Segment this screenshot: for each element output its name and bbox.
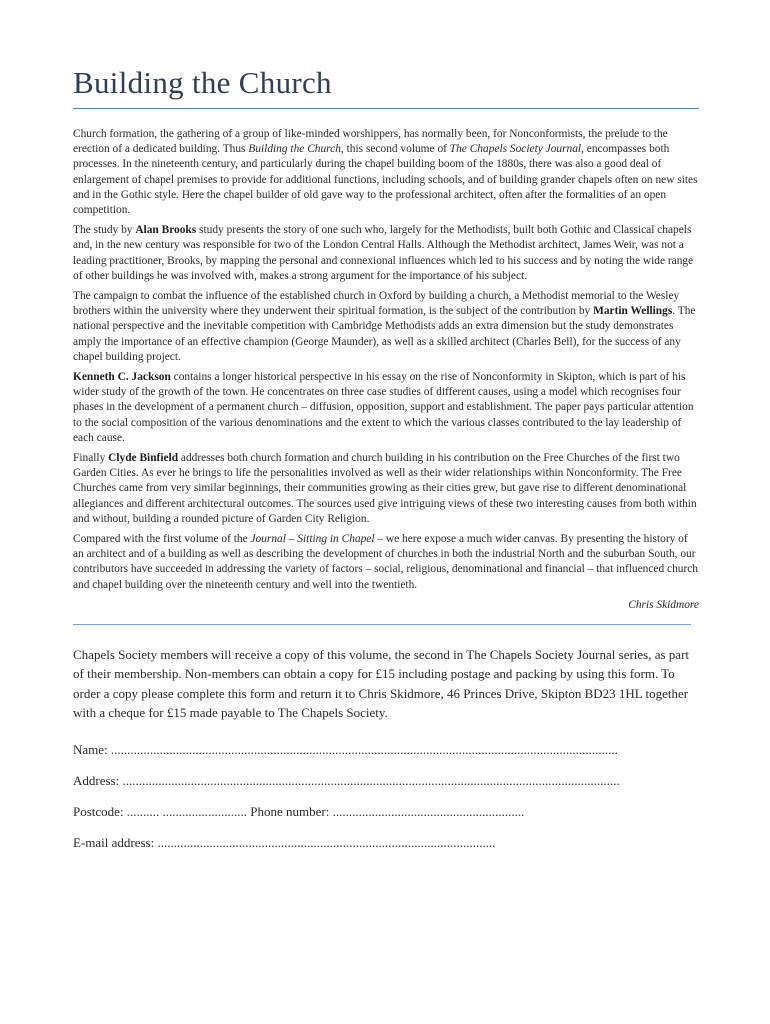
text-run: Church formation, the gathering of a group of like-minded worshippers, has normally been, for Nonconformists, the prelude to the erection of a dedicated building. Thus xyxy=(73,128,668,156)
wellings-paragraph xyxy=(73,289,699,365)
text-run: The campaign to combat the influence of the established church in Oxford by building a church, a Methodist memorial to the Wesley brothers within the university where they underwent their spiritual formation, is the subject of the contribution by xyxy=(73,290,680,318)
author-name: Alan Brooks xyxy=(135,224,197,237)
text-run: Compared with the first volume of the xyxy=(73,533,251,546)
journal-title: Journal – Sitting in Chapel xyxy=(250,533,375,546)
text-run: – we here expose a much wider canvas. By presenting the history of an architect and of a building as well as describing the development of churches in both the industrial North and the suburban South, our contributors have succeeded in addressing the variety of factors – social, religious, denominational and financial – that influenced church and chapel building over the nineteenth century and well into the twentieth. xyxy=(73,533,699,591)
address-field[interactable]: Address: ......................................................................................................................................................... xyxy=(73,772,620,788)
text-run: this second volume of xyxy=(343,143,450,156)
jackson-paragraph xyxy=(73,370,699,446)
email-field[interactable]: E-mail address: ........................................................................................................ xyxy=(73,834,496,850)
postcode-phone-field[interactable]: Postcode: .......... .......................... Phone number: ........................................................... xyxy=(73,803,525,819)
text-run: study presents the story of one such who, largely for the Methodists, built both Gothic and Classical chapels and, in the new century was responsible for two of the London Central Halls. Although the Methodist architect, James Weir, was not a leading practitioner, Brooks, by mapping the personal and connexional influences which led to his success and by noting the wide range of other buildings he was involved with, makes a strong argument for the importance of his subject. xyxy=(73,224,694,282)
section-divider xyxy=(73,624,691,625)
binfield-paragraph xyxy=(73,451,699,527)
page-title: Building the Church xyxy=(73,65,332,100)
text-run: contains a longer historical perspective in his essay on the rise of Nonconformity in Skipton, which is part of his wider study of the growth of the town. He concentrates on three case studies of different causes, using a model which recognises four phases in the development of a permanent church – diffusion, opposition, support and establishment. The paper pays particular attention to the social composition of the various denominations and the extent to which the various classes contributed to the lay leadership of each cause. xyxy=(73,371,694,444)
intro-paragraph xyxy=(73,127,699,218)
text-run: Finally xyxy=(73,452,109,465)
journal-title: The Chapels Society Journal, xyxy=(449,143,584,156)
author-name: Clyde Binfield xyxy=(108,452,179,465)
name-field[interactable]: Name: ............................................................................................................................................................ xyxy=(73,741,618,757)
order-instructions: Chapels Society members will receive a copy of this volume, the second in The Chapels Society Journal series, as part of their membership. Non-members can obtain a copy for £15 including postage and packing by using this form. To order a copy please complete this form and return it to Chris Skidmore, 46 Princes Drive, Skipton BD23 1HL together with a cheque for £15 made payable to The Chapels Society. xyxy=(73,646,690,721)
author-name: Kenneth C. Jackson xyxy=(73,371,171,384)
book-title: Building the Church, xyxy=(248,143,344,156)
editor-signature: Chris Skidmore xyxy=(628,598,699,611)
author-name: Martin Wellings xyxy=(593,305,673,318)
text-run: The study by xyxy=(73,224,136,237)
brooks-paragraph xyxy=(73,223,699,284)
conclusion-paragraph xyxy=(73,532,699,593)
title-divider xyxy=(73,108,699,109)
text-run: addresses both church formation and church building in his contribution on the Free Churches of the first two Garden Cities. As ever he brings to life the personalities involved as well as their wider relationships within Nonconformity. The Free Churches came from very similar beginnings, their communities growing as their cities grew, but gave rise to different denominational allegiances and different architectural outcomes. The sources used give intriguing views of these two interesting causes from both within and without, building a rounded picture of Garden City Religion. xyxy=(73,452,697,525)
document-page xyxy=(73,60,699,852)
text-run: encompasses both processes. In the nineteenth century, and particularly during the chapel building boom of the 1880s, there was also a good deal of enlargement of chapel premises to provide for additional functions, including schools, and of building grander chapels often on new sites and in the Gothic style. Here the chapel builder of old gave way to the professional architect, often after the formalities of an open competition. xyxy=(73,143,698,217)
text-run: . The national perspective and the inevitable competition with Cambridge Methodists adds an extra dimension but the study demonstrates amply the importance of an effective champion (George Maunder), as well as a skilled architect (Charles Bell), for the success of any chapel building project. xyxy=(73,305,696,363)
